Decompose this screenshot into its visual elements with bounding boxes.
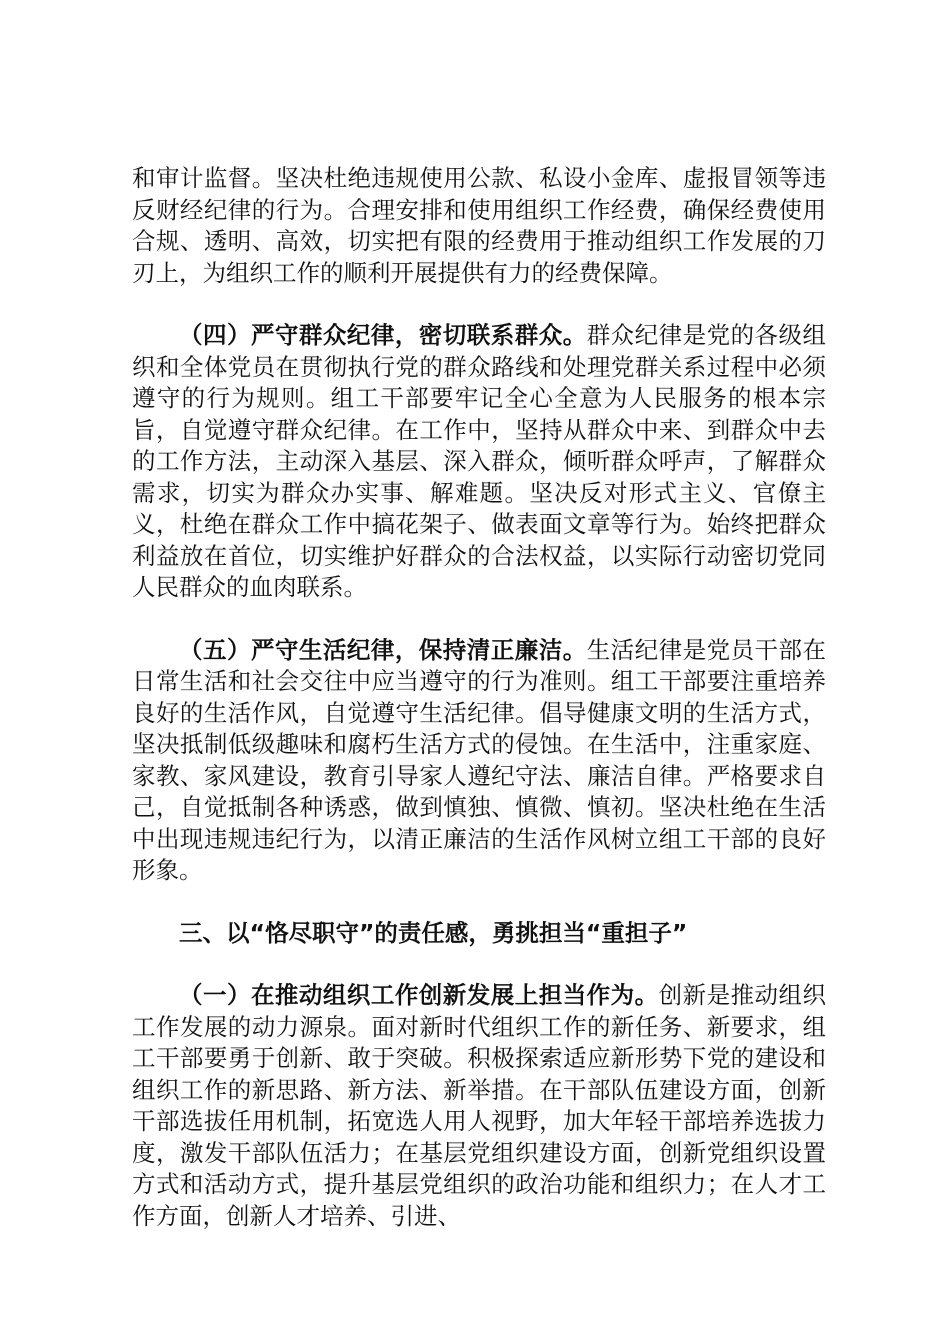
paragraph-section-3-1 — [132, 980, 826, 1232]
heading-part-3: 三、以“恪尽职守”的责任感，勇挑担当“重担子” — [179, 918, 688, 947]
section-4-lead: （四）严守群众纪律，密切联系群众。 — [179, 321, 587, 349]
section-5-lead: （五）严守生活纪律，保持清正廉洁。 — [179, 635, 587, 664]
document-page — [132, 163, 826, 1263]
section-3-1-body: 创新是推动组织工作发展的动力源泉。面对新时代组织工作的新任务、新要求，组工干部要勇于创新、敢于突破。积极探索适应新形势下党的建设和组织工作的新思路、新方法、新举措。在干部队伍建设方面，创新干部选拔任用机制，拓宽选人用人视野，加大年轻干部培养选拔力度，激发干部队伍活力；在基层党组织建设方面，创新党组织设置方式和活动方式，提升基层党组织的政治功能和组织力；在人才工作方面，创新人才培养、引进、 — [132, 981, 827, 1230]
paragraph-continued: 和审计监督。坚决杜绝违规使用公款、私设小金库、虚报冒领等违反财经纪律的行为。合理安排和使用组织工作经费，确保经费使用合规、透明、高效，切实把有限的经费用于推动组织工作发展的刀刃上，为组织工作的顺利开展提供有力的经费保障。 — [132, 164, 826, 287]
paragraph-section-4 — [132, 320, 826, 604]
paragraph-section-5 — [132, 635, 826, 887]
section-4-body: 群众纪律是党的各级组织和全体党员在贯彻执行党的群众路线和处理党群关系过程中必须遵守的行为规则。组工干部要牢记全心全意为人民服务的根本宗旨，自觉遵守群众纪律。在工作中，坚持从群众中来、到群众中去的工作方法，主动深入基层、深入群众，倾听群众呼声，了解群众需求，切实为群众办实事、解难题。坚决反对形式主义、官僚主义，杜绝在群众工作中搞花架子、做表面文章等行为。始终把群众利益放在首位，切实维护好群众的合法权益，以实际行动密切党同人民群众的血肉联系。 — [132, 321, 827, 601]
section-3-1-lead: （一）在推动组织工作创新发展上担当作为。 — [179, 981, 659, 1009]
section-5-body: 生活纪律是党员干部在日常生活和社会交往中应当遵守的行为准则。组工干部要注重培养良好的生活作风，自觉遵守生活纪律。倡导健康文明的生活方式，坚决抵制低级趣味和腐朽生活方式的侵蚀。在生活中，注重家庭、家教、家风建设，教育引导家人遵纪守法、廉洁自律。严格要求自己，自觉抵制各种诱惑，做到慎独、慎微、慎初。坚决杜绝在生活中出现违规违纪行为，以清正廉洁的生活作风树立组工干部的良好形象。 — [132, 635, 827, 884]
